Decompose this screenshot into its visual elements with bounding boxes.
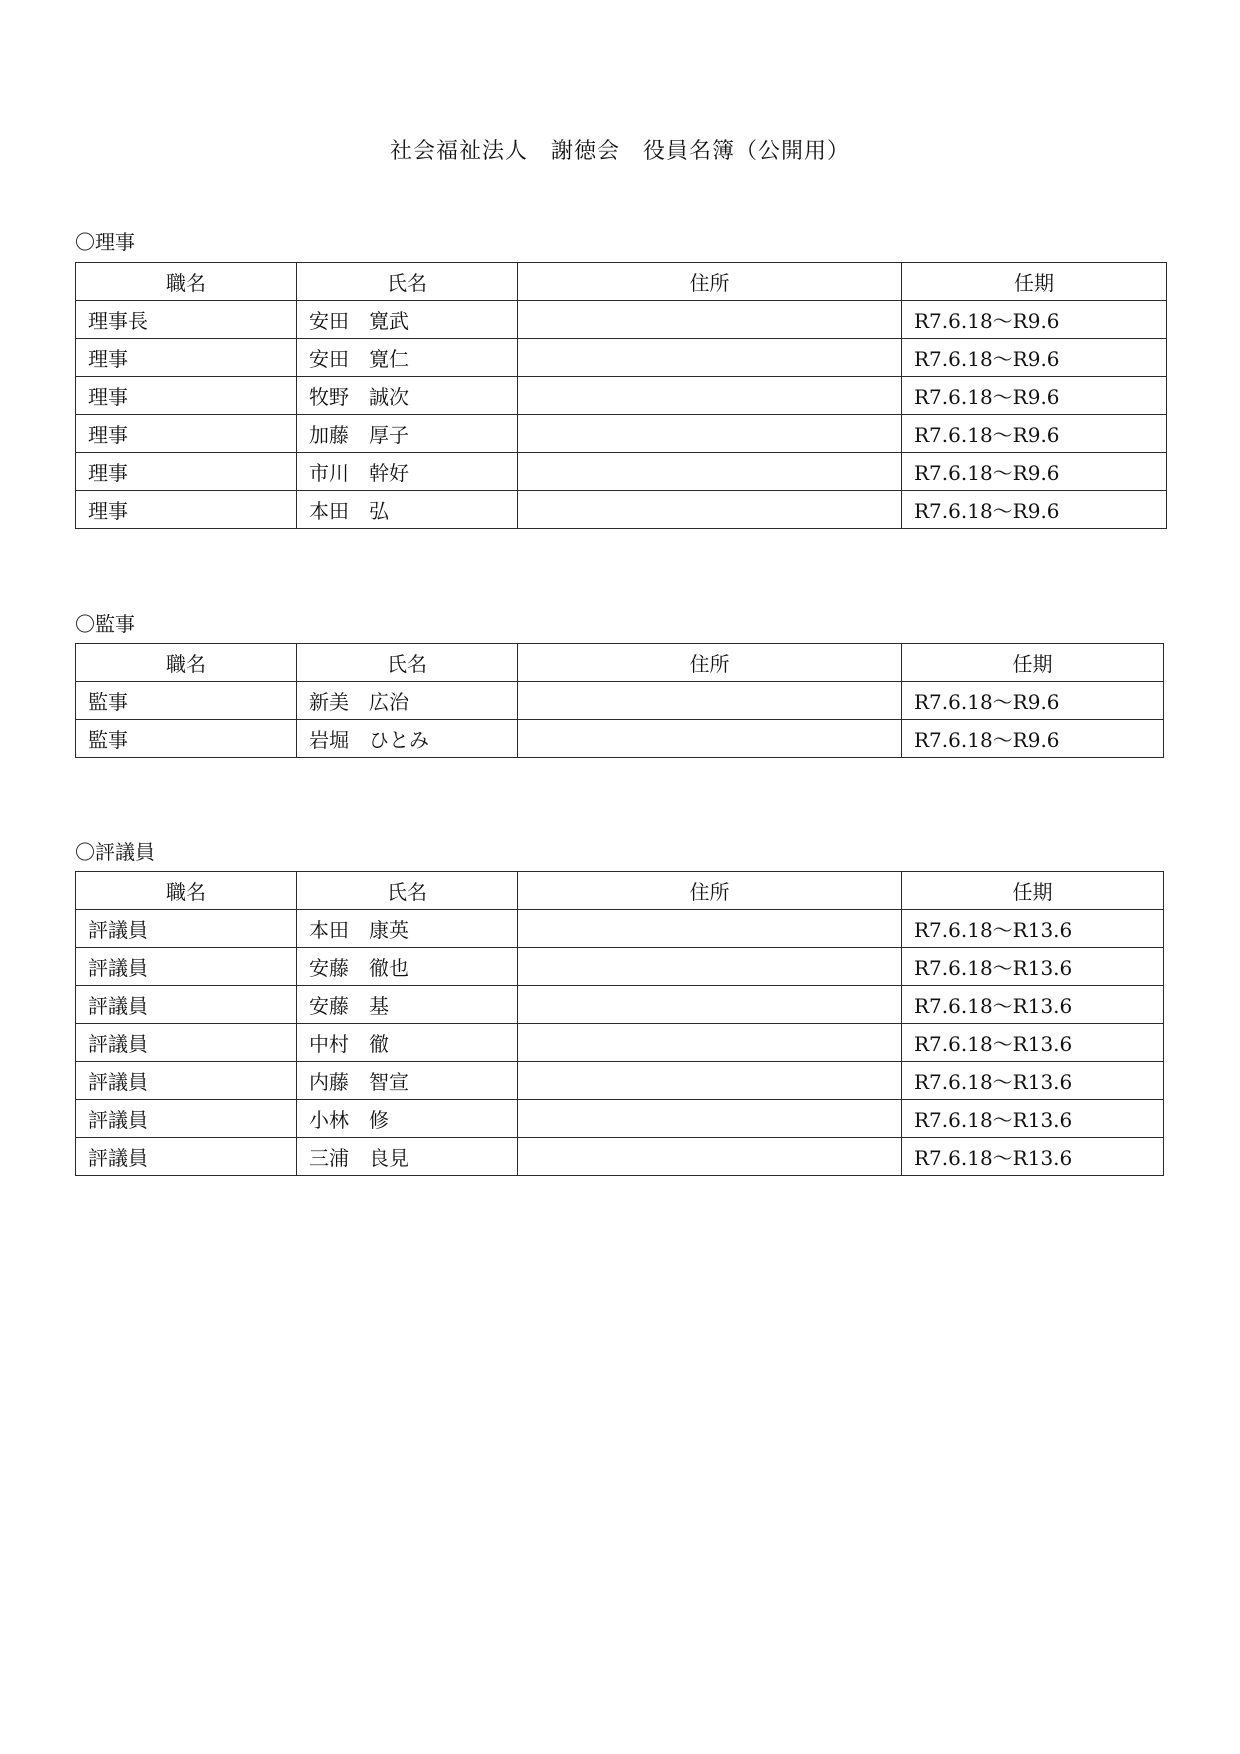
cell-position: 理事長 — [76, 301, 297, 339]
cell-name: 本田 弘 — [297, 491, 518, 529]
column-header-term: 任期 — [902, 872, 1164, 910]
column-header-name: 氏名 — [297, 872, 518, 910]
cell-term: R7.6.18〜R13.6 — [902, 948, 1164, 986]
section-heading-auditors: 〇監事 — [75, 612, 135, 636]
councilors-table — [75, 871, 1164, 1176]
cell-position: 理事 — [76, 377, 297, 415]
table-header-row — [76, 263, 1167, 301]
cell-address — [518, 491, 902, 529]
section-heading-directors: 〇理事 — [75, 230, 135, 254]
cell-position: 評議員 — [76, 910, 297, 948]
cell-name: 小林 修 — [297, 1100, 518, 1138]
cell-term: R7.6.18〜R13.6 — [902, 1138, 1164, 1176]
cell-address — [518, 1062, 902, 1100]
cell-term: R7.6.18〜R9.6 — [902, 301, 1167, 339]
cell-position: 理事 — [76, 415, 297, 453]
cell-name: 新美 広治 — [297, 682, 518, 720]
cell-name: 安田 寛武 — [297, 301, 518, 339]
table-row — [76, 339, 1167, 377]
table-row — [76, 377, 1167, 415]
cell-name: 市川 幹好 — [297, 453, 518, 491]
cell-name: 内藤 智宣 — [297, 1062, 518, 1100]
cell-address — [518, 1138, 902, 1176]
column-header-term: 任期 — [902, 644, 1164, 682]
cell-name: 加藤 厚子 — [297, 415, 518, 453]
column-header-address: 住所 — [518, 872, 902, 910]
cell-term: R7.6.18〜R13.6 — [902, 986, 1164, 1024]
cell-address — [518, 415, 902, 453]
table-row — [76, 301, 1167, 339]
cell-address — [518, 453, 902, 491]
cell-term: R7.6.18〜R13.6 — [902, 910, 1164, 948]
cell-term: R7.6.18〜R9.6 — [902, 491, 1167, 529]
cell-name: 中村 徹 — [297, 1024, 518, 1062]
cell-term: R7.6.18〜R13.6 — [902, 1062, 1164, 1100]
table-row — [76, 491, 1167, 529]
table-row — [76, 720, 1164, 758]
table-row — [76, 948, 1164, 986]
cell-term: R7.6.18〜R9.6 — [902, 377, 1167, 415]
cell-position: 評議員 — [76, 1138, 297, 1176]
cell-position: 評議員 — [76, 1100, 297, 1138]
cell-position: 評議員 — [76, 986, 297, 1024]
table-header-row — [76, 872, 1164, 910]
cell-address — [518, 377, 902, 415]
table-row — [76, 453, 1167, 491]
table-row — [76, 1100, 1164, 1138]
column-header-name: 氏名 — [297, 644, 518, 682]
table-row — [76, 1138, 1164, 1176]
cell-term: R7.6.18〜R13.6 — [902, 1100, 1164, 1138]
column-header-term: 任期 — [902, 263, 1167, 301]
cell-name: 安藤 徹也 — [297, 948, 518, 986]
column-header-address: 住所 — [518, 644, 902, 682]
section-heading-councilors: 〇評議員 — [75, 840, 155, 864]
table-row — [76, 986, 1164, 1024]
column-header-name: 氏名 — [297, 263, 518, 301]
table-row — [76, 682, 1164, 720]
cell-name: 安田 寛仁 — [297, 339, 518, 377]
cell-address — [518, 301, 902, 339]
cell-term: R7.6.18〜R13.6 — [902, 1024, 1164, 1062]
column-header-position: 職名 — [76, 872, 297, 910]
cell-term: R7.6.18〜R9.6 — [902, 453, 1167, 491]
cell-address — [518, 339, 902, 377]
column-header-position: 職名 — [76, 644, 297, 682]
table-row — [76, 1062, 1164, 1100]
cell-position: 評議員 — [76, 948, 297, 986]
column-header-address: 住所 — [518, 263, 902, 301]
cell-term: R7.6.18〜R9.6 — [902, 339, 1167, 377]
cell-term: R7.6.18〜R9.6 — [902, 720, 1164, 758]
cell-position: 理事 — [76, 339, 297, 377]
cell-address — [518, 948, 902, 986]
auditors-table — [75, 643, 1164, 758]
cell-position: 評議員 — [76, 1062, 297, 1100]
cell-name: 本田 康英 — [297, 910, 518, 948]
table-row — [76, 910, 1164, 948]
cell-term: R7.6.18〜R9.6 — [902, 415, 1167, 453]
table-row — [76, 415, 1167, 453]
document-title: 社会福祉法人 謝徳会 役員名簿（公開用） — [389, 139, 850, 164]
cell-address — [518, 1024, 902, 1062]
cell-position: 監事 — [76, 682, 297, 720]
directors-table — [75, 262, 1167, 529]
cell-address — [518, 682, 902, 720]
cell-address — [518, 1100, 902, 1138]
table-header-row — [76, 644, 1164, 682]
cell-name: 三浦 良見 — [297, 1138, 518, 1176]
cell-position: 評議員 — [76, 1024, 297, 1062]
cell-term: R7.6.18〜R9.6 — [902, 682, 1164, 720]
cell-position: 理事 — [76, 453, 297, 491]
cell-name: 牧野 誠次 — [297, 377, 518, 415]
cell-address — [518, 720, 902, 758]
table-row — [76, 1024, 1164, 1062]
cell-address — [518, 986, 902, 1024]
column-header-position: 職名 — [76, 263, 297, 301]
cell-name: 岩堀 ひとみ — [297, 720, 518, 758]
cell-name: 安藤 基 — [297, 986, 518, 1024]
cell-address — [518, 910, 902, 948]
cell-position: 監事 — [76, 720, 297, 758]
cell-position: 理事 — [76, 491, 297, 529]
